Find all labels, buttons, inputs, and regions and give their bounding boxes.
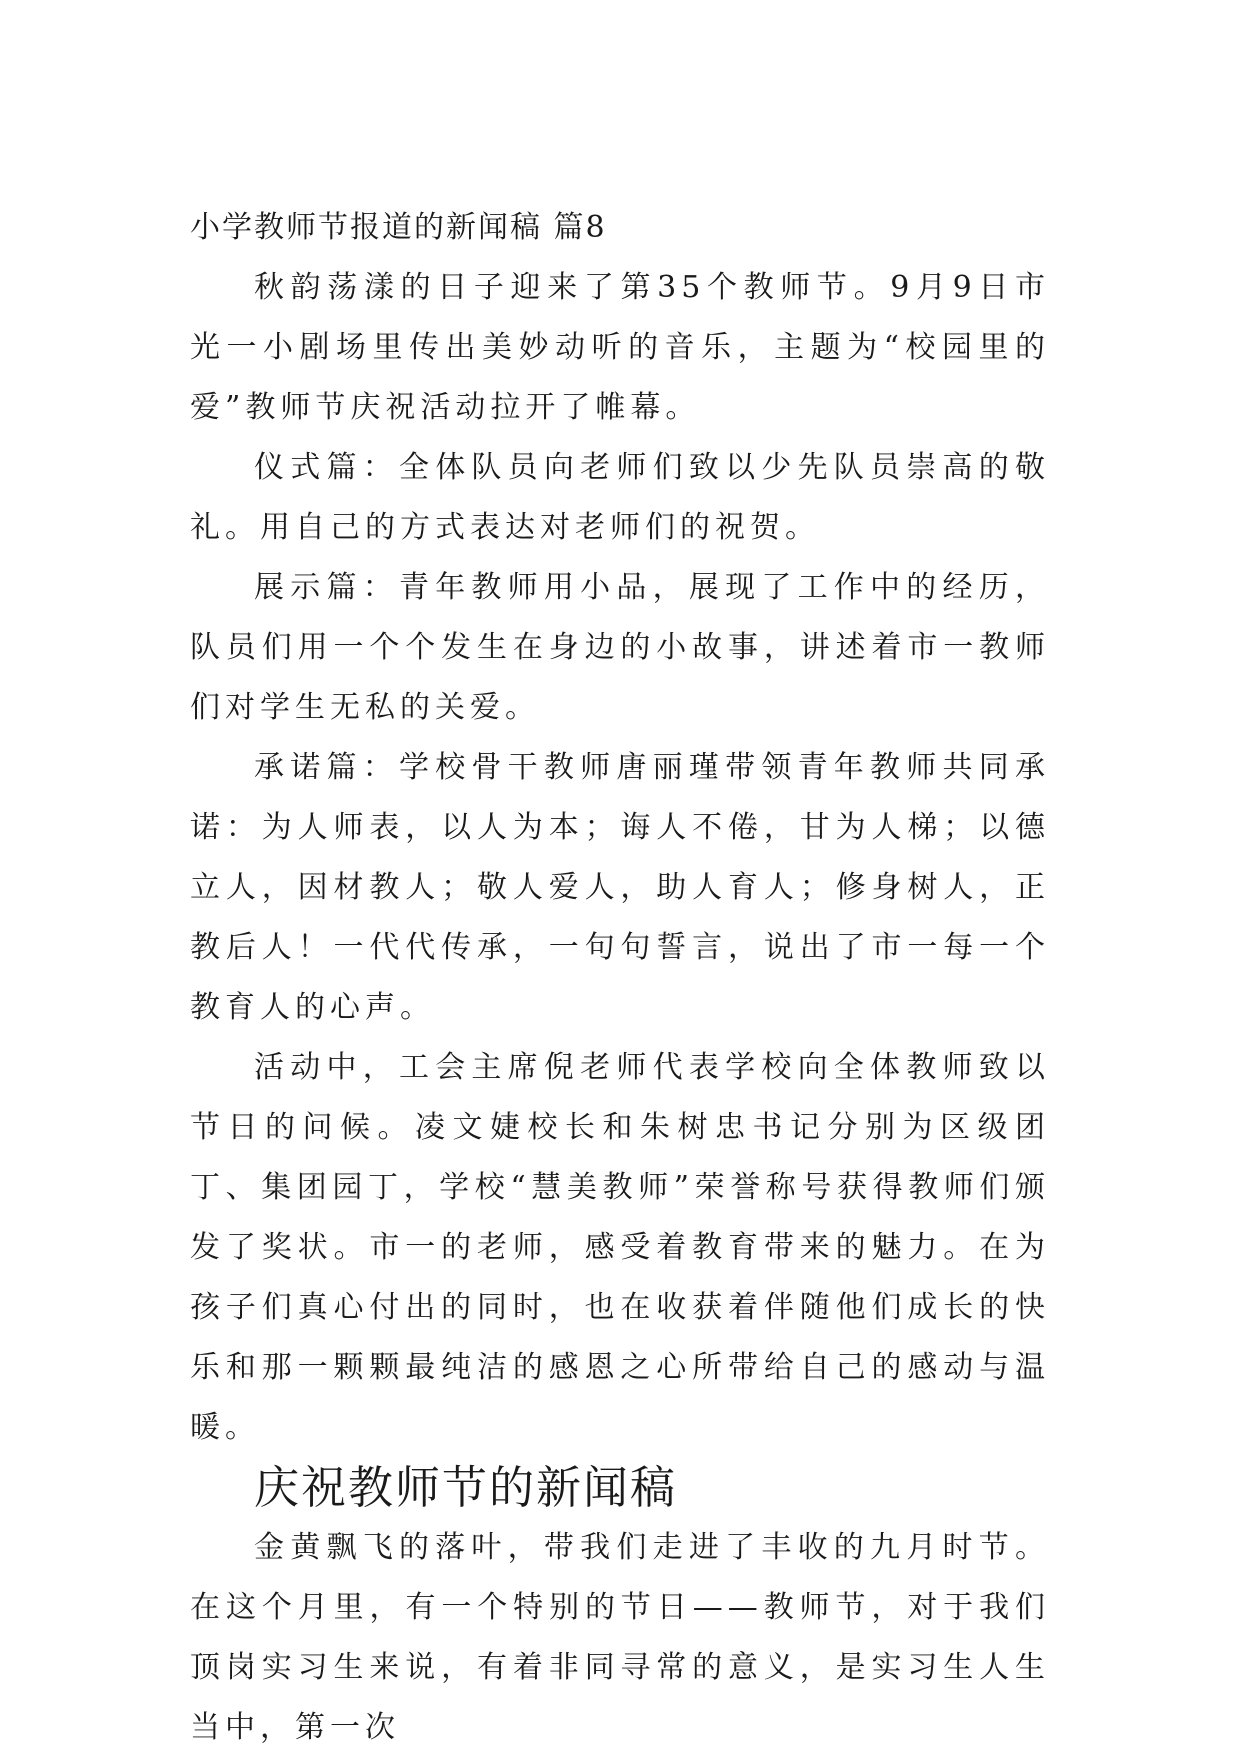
paragraph-activity: 活动中，工会主席倪老师代表学校向全体教师致以节日的问候。凌文婕校长和朱树忠书记分别为区级团丁、集团园丁，学校“慧美教师”荣誉称号获得教师们颁发了奖状。市一的老师，感受着教育带来的魅力。在为孩子们真心付出的同时，也在收获着伴随他们成长的快乐和那一颗颗最纯洁的感恩之心所带给自己的感动与温暖。 [190, 1050, 1050, 1445]
paragraph-showcase: 展示篇：青年教师用小品，展现了工作中的经历，队员们用一个个发生在身边的小故事，讲述着市一教师们对学生无私的关爱。 [190, 570, 1050, 725]
document-body [190, 198, 1050, 1758]
paragraph-final: 金黄飘飞的落叶，带我们走进了丰收的九月时节。在这个月里，有一个特别的节日——教师节，对于我们顶岗实习生来说，有着非同寻常的意义，是实习生人生当中，第一次 [190, 1530, 1050, 1745]
section-subheading: 庆祝教师节的新闻稿 [254, 1461, 678, 1514]
document-title: 小学教师节报道的新闻稿 篇8 [190, 210, 607, 245]
paragraph-ceremony: 仪式篇：全体队员向老师们致以少先队员崇高的敬礼。用自己的方式表达对老师们的祝贺。 [190, 450, 1050, 545]
paragraph-pledge: 承诺篇：学校骨干教师唐丽瑾带领青年教师共同承诺：为人师表，以人为本；诲人不倦，甘为人梯；以德立人，因材教人；敬人爱人，助人育人；修身树人，正教后人！一代代传承，一句句誓言，说出了市一每一个教育人的心声。 [190, 750, 1050, 1025]
paragraph-opening: 秋韵荡漾的日子迎来了第35个教师节。9月9日市光一小剧场里传出美妙动听的音乐，主题为“校园里的爱”教师节庆祝活动拉开了帷幕。 [190, 270, 1050, 425]
